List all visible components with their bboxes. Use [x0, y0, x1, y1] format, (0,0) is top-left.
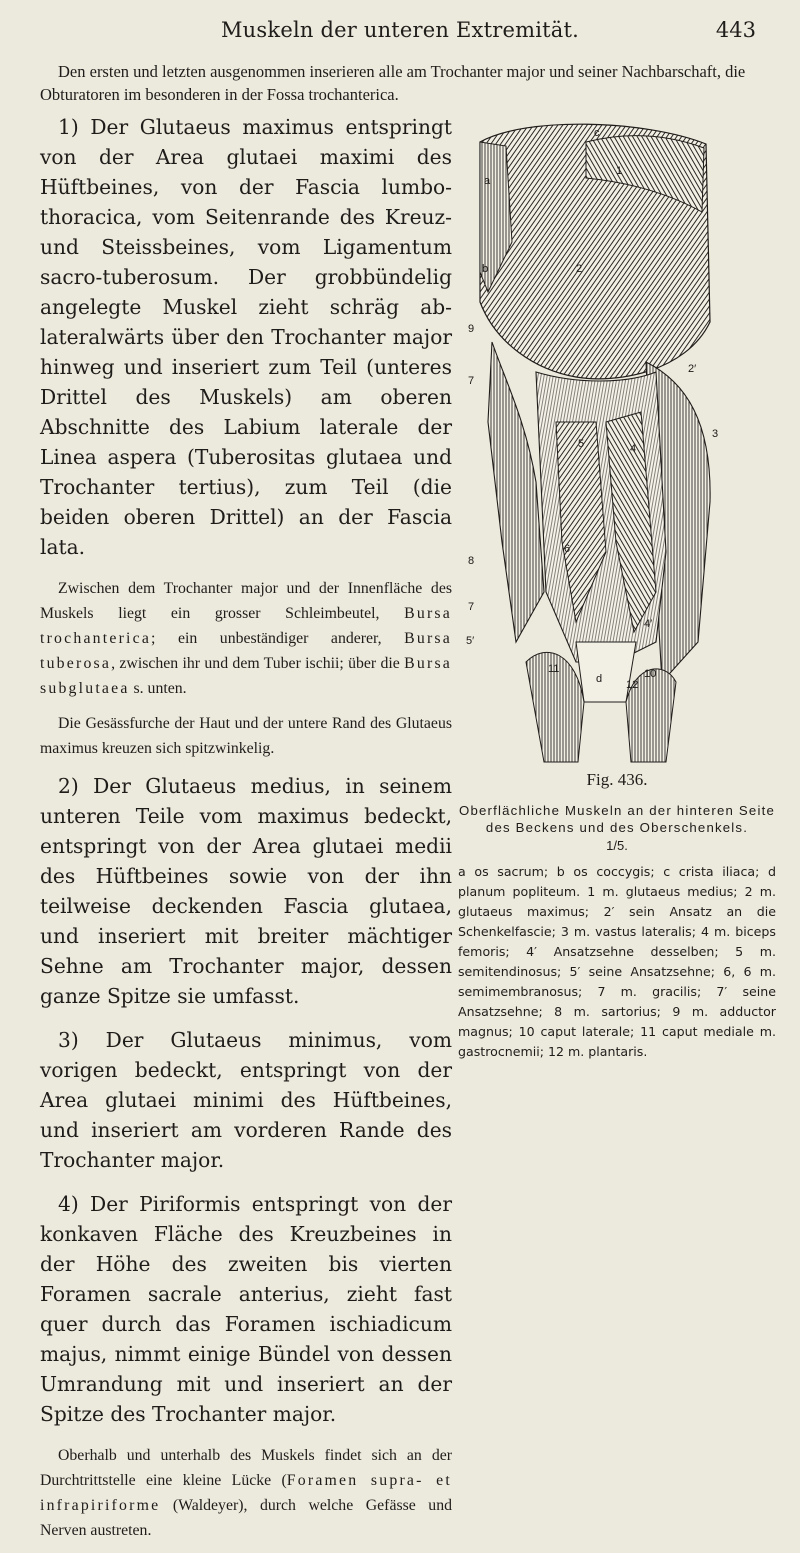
running-title: Muskeln der unteren Extremität. [220, 18, 580, 42]
note-bursa-text-2: ; ein unbeständiger anderer, [151, 630, 382, 647]
muscle-figure-svg [466, 122, 719, 764]
fig-label-8: 8 [468, 555, 475, 567]
term-foramen-supra-infrapiriforme: Foramen supra- et infrapiriforme [40, 1472, 452, 1514]
fig-label-5: 5 [578, 438, 585, 450]
fig-label-7b: 7 [468, 601, 475, 613]
note-foramen [40, 1443, 452, 1543]
figure-scale: 1/5. [606, 838, 628, 853]
fig-label-4: 4 [630, 443, 637, 455]
paragraph-glutaeus-medius: 2) Der Glutaeus medius, in seinem unteren Teile vom maximus bedeckt, entspringt von der Area glutaei medii des Hüftbeines sowie von der ihn teilweise deckenden Fascia glutaea, und inseriert mit breiter mächtiger Sehne am Trochanter major, dessen ganze Spitze sie umfasst. [40, 774, 452, 1008]
fig-label-11: 11 [548, 663, 560, 675]
paragraph-glutaeus-minimus: 3) Der Glutaeus minimus, vom vorigen bedeckt, entspringt von der Area glutaei minimi des Hüftbeines, und inseriert am vorderen Rande des Trochanter major. [40, 1028, 452, 1172]
fig-label-1: 1 [616, 165, 623, 177]
fig-label-a: a [484, 175, 491, 187]
term-bursa-tuberosa: Bursa tuberosa [40, 630, 452, 672]
intro-paragraph: Den ersten und letzten ausgenommen inserieren alle am Trochanter major und seiner Nachbarschaft, die Obturatoren im besonderen in der Fossa trochanterica. [40, 62, 746, 104]
term-bursa-trochanterica: Bursa trochanterica [40, 605, 452, 647]
page-number: 443 [715, 18, 756, 42]
fig-label-2prime: 2′ [688, 363, 697, 375]
fig-label-4prime: 4′ [644, 618, 653, 630]
figure-number: Fig. 436. [586, 770, 648, 789]
term-bursa-subglutaea: Bursa subglutaea [40, 655, 453, 697]
fig-label-9: 9 [468, 323, 475, 335]
note-bursa-text-3: , zwischen ihr und dem Tuber ischii; über die [111, 655, 400, 672]
running-header [0, 14, 800, 54]
fig-label-12: 12 [626, 679, 639, 691]
fig-label-b: b [482, 263, 489, 275]
fig-label-d: d [596, 673, 603, 685]
figure-column [452, 110, 782, 1270]
fig-label-6: 6 [564, 543, 571, 555]
figure-caption: Oberflächliche Muskeln an der hinteren Seite des Beckens und des Oberschenkels. [459, 803, 775, 835]
anatomical-illustration [466, 122, 719, 764]
note-bursa-text-1: Zwischen dem Trochanter major und der Innenfläche des Muskels liegt ein grosser Schleimbeutel, [40, 580, 452, 622]
paragraph-glutaeus-maximus: 1) Der Glutaeus maximus entspringt von der Area glutaei maximi des Hüftbeines, von der Fascia lumbo-thoracica, vom Seitenrande des Kreuz- und Steissbeines, vom Ligamentum sacro-tuberosum. Der grobbündelig angelegte Muskel zieht schräg ab-lateralwärts über den Trochanter major hinweg und inseriert zum Teil (unteres Drittel des Muskels) am oberen Abschnitte des Labium laterale der Linea aspera (Tuberositas glutaea und Trochanter tertius), zum Teil (die beiden oberen Drittel) an der Fascia lata. [40, 115, 452, 559]
fig-label-5prime: 5′ [466, 635, 475, 647]
fig-label-10: 10 [644, 668, 657, 680]
fig-label-7: 7 [468, 375, 475, 387]
paragraph-piriformis: 4) Der Piriformis entspringt von der konkaven Fläche des Kreuzbeines in der Höhe des zweiten bis vierten Foramen sacrale anterius, zieht fast quer durch das Foramen ischiadicum majus, nimmt einige Bündel von dessen Umrandung mit und inseriert an der Spitze des Trochanter major. [40, 1192, 452, 1426]
fig-label-2: 2 [576, 263, 583, 275]
note-foramen-text-2: (Waldeyer), durch welche Gefässe und Nerven austreten. [40, 1497, 452, 1539]
main-text-column [40, 112, 452, 1553]
note-bursa-text-4: s. unten. [129, 680, 187, 697]
note-gesaessfurche: Die Gesässfurche der Haut und der untere Rand des Glutaeus maximus kreuzen sich spitzwinkelig. [40, 715, 452, 757]
figure-legend: a os sacrum; b os coccygis; c crista iliaca; d planum popliteum. 1 m. glutaeus medius; 2 m. glutaeus maximus; 2′ sein Ansatz an die Schenkelfascie; 3 m. vastus lateralis; 4 m. biceps femoris; 4′ Ansatzsehne desselben; 5 m. semitendinosus; 5′ seine Ansatzsehne; 6, 6 m. semimembranosus; 7 m. gracilis; 7′ seine Ansatzsehne; 8 m. sartorius; 9 m. adductor magnus; 10 caput laterale; 11 caput mediale m. gastrocnemii; 12 m. plantaris. [458, 864, 776, 1059]
fig-label-3: 3 [712, 428, 719, 440]
note-bursa [40, 576, 452, 701]
thigh-medial-shape [488, 342, 544, 642]
fig-label-c: c [594, 127, 600, 139]
note-foramen-text-1: Oberhalb und unterhalb des Muskels findet sich an der Durchtrittstelle eine kleine Lücke ( [40, 1447, 452, 1489]
popliteal-space-shape [576, 642, 639, 702]
